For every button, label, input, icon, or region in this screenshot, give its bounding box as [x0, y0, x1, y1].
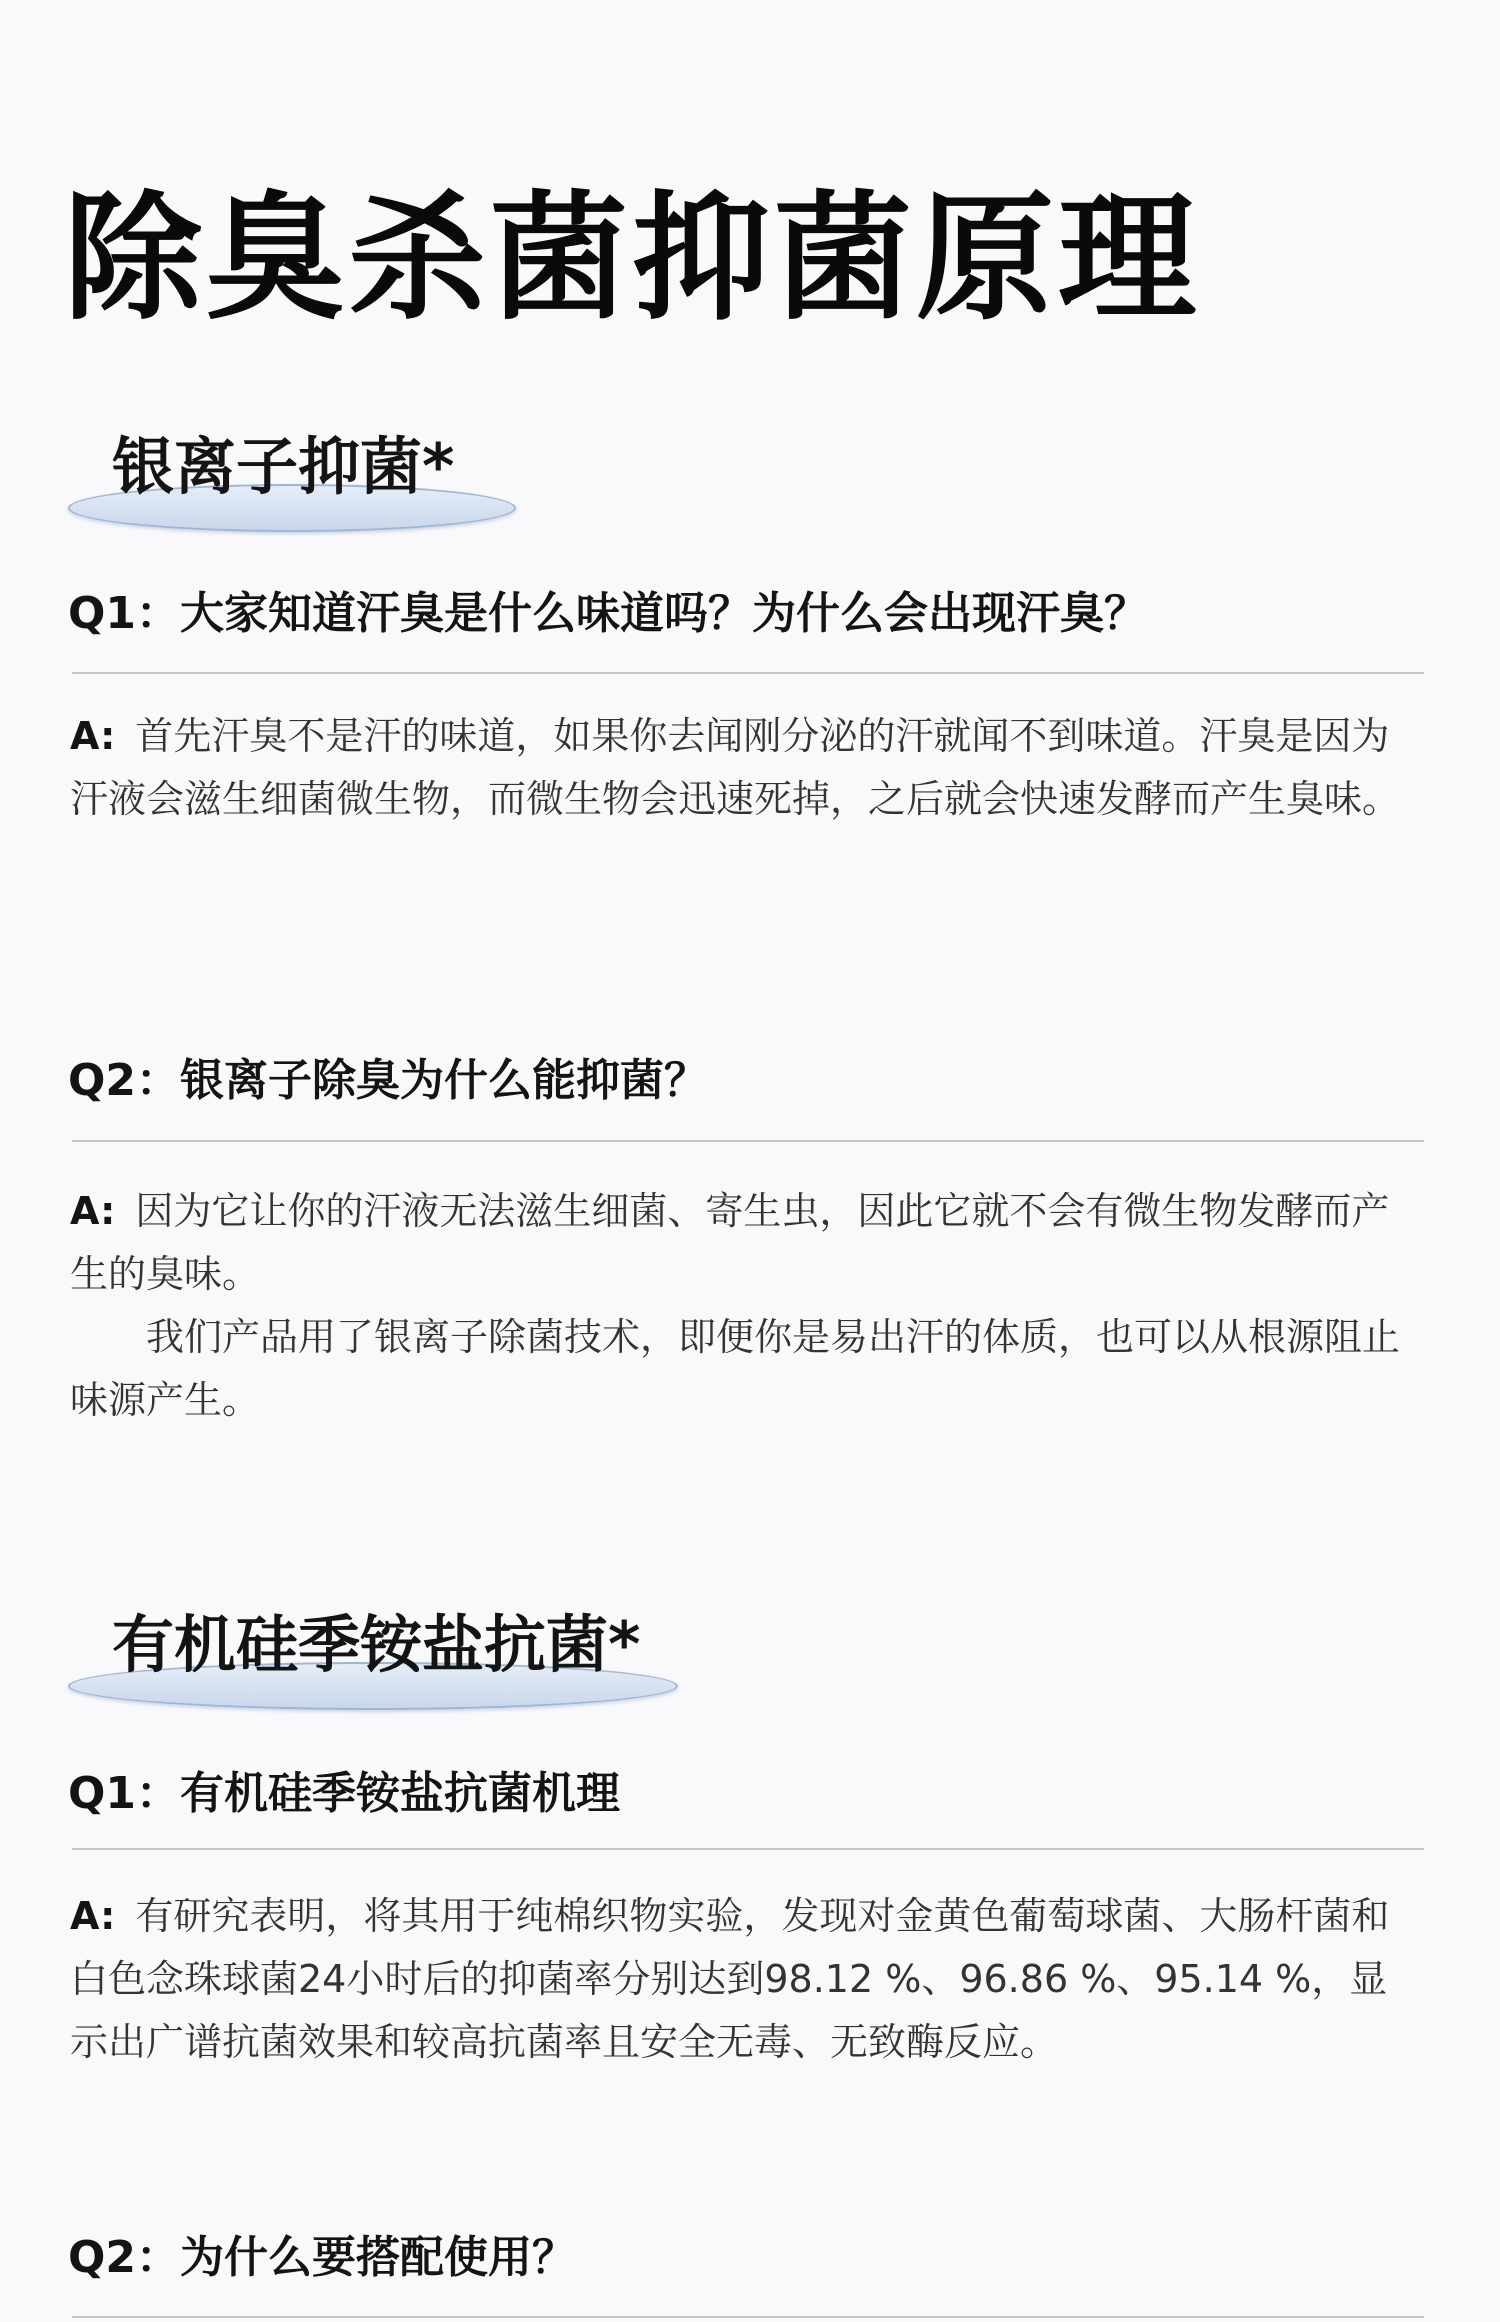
answer-block [70, 705, 1400, 831]
page-title: 除臭杀菌抑菌原理 [64, 178, 1201, 339]
section-heading-label: 银离子抑菌* [112, 430, 455, 503]
answer-label: A: [70, 714, 116, 758]
question-heading: Q2：银离子除臭为什么能抑菌？ [68, 1055, 709, 1106]
question-heading: Q1：有机硅季铵盐抗菌机理 [68, 1768, 621, 1819]
question-heading: Q2：为什么要搭配使用？ [68, 2232, 577, 2283]
divider [72, 2316, 1424, 2318]
question-heading: Q1：大家知道汗臭是什么味道吗？为什么会出现汗臭？ [68, 588, 1149, 639]
answer-label: A: [70, 1189, 116, 1233]
section-heading-label: 有机硅季铵盐抗菌* [112, 1608, 641, 1681]
answer-text: 首先汗臭不是汗的味道，如果你去闻刚分泌的汗就闻不到味道。汗臭是因为汗液会滋生细菌微生物，而微生物会迅速死掉，之后就会快速发酵而产生臭味。 [70, 714, 1401, 821]
answer-text: 因为它让你的汗液无法滋生细菌、寄生虫，因此它就不会有微生物发酵而产生的臭味。 [70, 1189, 1390, 1296]
answer-block [70, 1180, 1400, 1432]
divider [72, 1140, 1424, 1142]
answer-label: A: [70, 1894, 116, 1938]
divider [72, 672, 1424, 674]
answer-block [70, 1885, 1400, 2074]
answer-text: 我们产品用了银离子除菌技术，即便你是易出汗的体质，也可以从根源阻止味源产生。 [70, 1315, 1401, 1422]
answer-text: 有研究表明，将其用于纯棉织物实验，发现对金黄色葡萄球菌、大肠杆菌和白色念珠球菌24小时后的抑菌率分别达到98.12 %、96.86 %、95.14 %，显示出广谱抗菌效果和较高抗菌率且安全无毒、无致酶反应。 [70, 1894, 1390, 2064]
divider [72, 1848, 1424, 1850]
section-heading-quaternary-ammonium [68, 1608, 641, 1718]
section-heading-silver-ion [68, 430, 628, 540]
